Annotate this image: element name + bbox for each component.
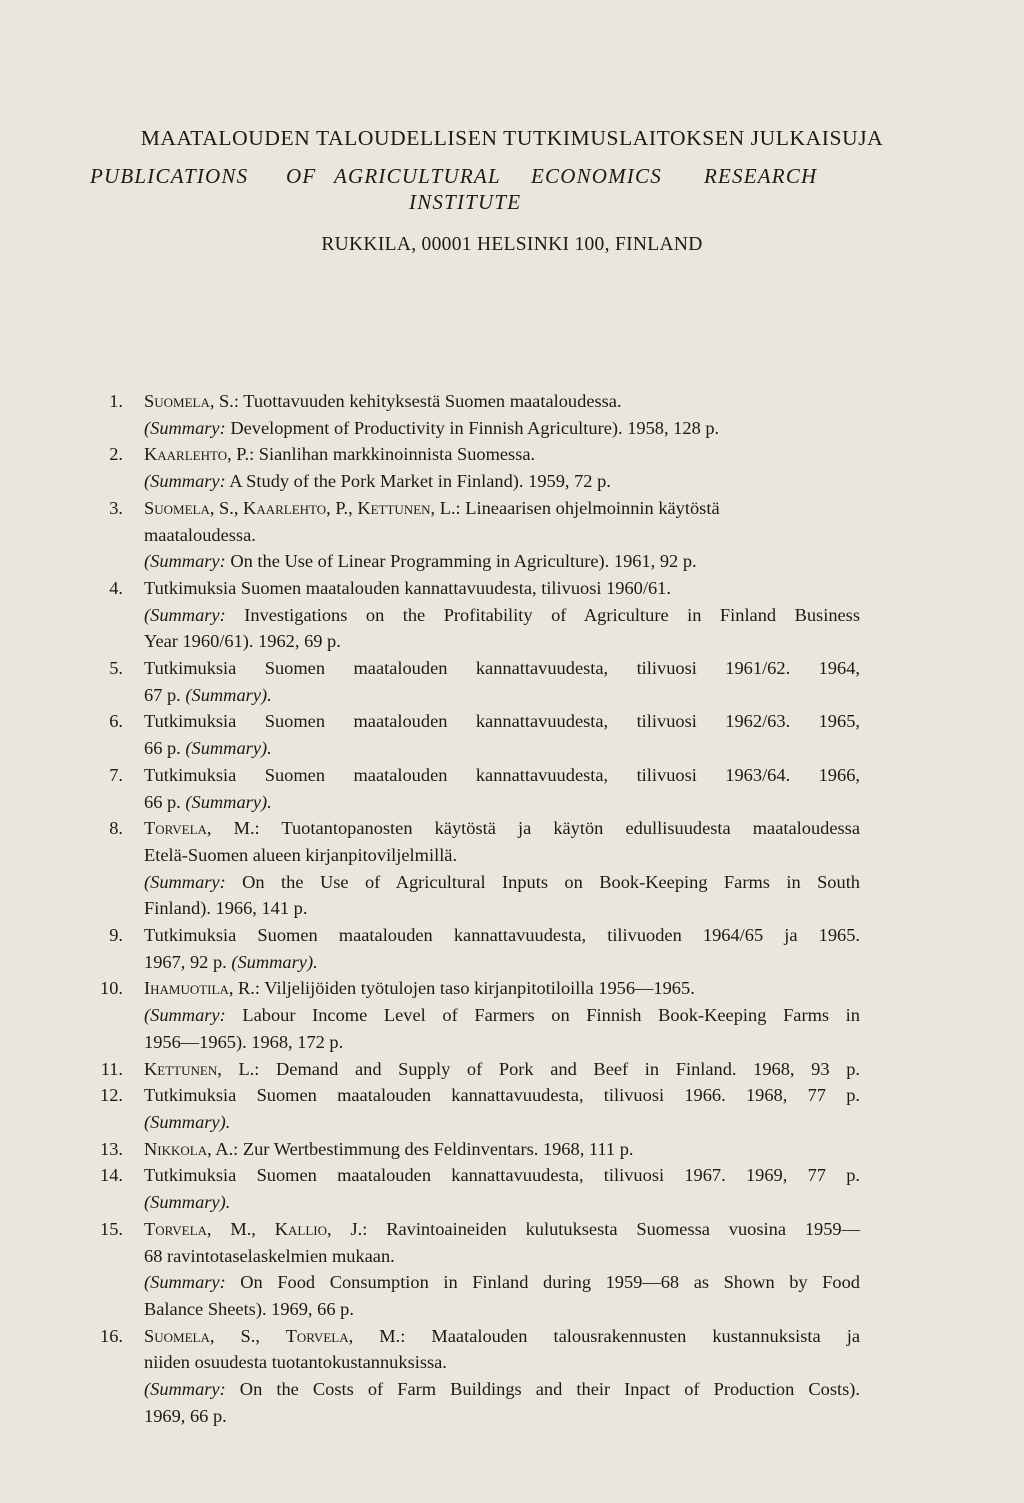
entry-summary-label: (Summary: (144, 1272, 226, 1293)
entry-text: Tutkimuksia Suomen maatalouden kannattavuudesta, tilivuosi 1962/63. 1965, (144, 711, 860, 732)
entry-number: 11. (100, 1058, 123, 1079)
entry-text: 66 p. (144, 791, 186, 812)
publication-entry (88, 1216, 860, 1323)
publication-list (88, 388, 860, 1429)
entry-line (144, 1216, 860, 1243)
entry-line (144, 1296, 860, 1323)
entry-text: Maatalouden talousrakennusten kustannuksista ja (405, 1325, 860, 1346)
entry-text: Tuottavuuden kehityksestä Suomen maataloudessa. (238, 391, 622, 411)
publication-entry (88, 495, 860, 575)
entry-number: 16. (100, 1325, 123, 1346)
entry-author: Nikkola, A.: (144, 1138, 239, 1159)
title-word: RESEARCH (704, 164, 818, 188)
entry-summary-label: (Summary: (144, 1379, 226, 1400)
entry-summary-label: (Summary). (185, 791, 272, 812)
entry-number: 10. (100, 978, 123, 999)
entry-text: Etelä-Suomen alueen kirjanpitoviljelmillä. (144, 844, 458, 865)
entry-text: Year 1960/61). 1962, 69 p. (144, 631, 341, 652)
entry-summary-label: (Summary). (185, 684, 272, 705)
entry-line (144, 869, 860, 896)
entry-text: Tutkimuksia Suomen maatalouden kannattavuudesta, tilivuosi 1960/61. (144, 577, 671, 598)
entry-summary-label: (Summary: (144, 417, 226, 438)
entry-line (144, 1082, 860, 1109)
entry-author: Suomela, S., Kaarlehto, P., Kettunen, L.: (144, 497, 461, 518)
entry-line (144, 575, 860, 602)
entry-text: Finland). 1966, 141 p. (144, 898, 308, 919)
title-word: OF (286, 164, 317, 188)
entry-text: Tutkimuksia Suomen maatalouden kannattavuudesta, tilivuoden 1964/65 ja 1965. (144, 925, 860, 946)
entry-line (144, 1403, 860, 1430)
entry-text: Labour Income Level of Farmers on Finnish Book-Keeping Farms in (225, 1005, 860, 1026)
entry-line (144, 1029, 860, 1056)
entry-line (144, 441, 860, 468)
entry-line (144, 842, 860, 869)
entry-line (144, 1056, 860, 1083)
entry-text: Ravintoaineiden kulutuksesta Suomessa vuosina 1959— (367, 1218, 860, 1239)
entry-line (144, 682, 860, 709)
entry-line (144, 522, 860, 549)
entry-line (144, 468, 860, 495)
entry-author: Suomela, S.: (144, 391, 239, 411)
entry-text: 68 ravintotaselaskelmien mukaan. (144, 1245, 395, 1266)
entry-line (144, 1323, 860, 1350)
entry-line (144, 1349, 860, 1376)
publication-entry (88, 388, 860, 441)
entry-summary-label: (Summary: (144, 471, 226, 492)
entry-number: 2. (109, 444, 123, 465)
entry-summary-label: (Summary: (144, 1005, 226, 1026)
entry-text: Sianlihan markkinoinnista Suomessa. (254, 444, 536, 465)
entry-line (144, 1189, 860, 1216)
series-title-english-line2: INSTITUTE (409, 190, 522, 214)
entry-summary-label: (Summary: (144, 604, 226, 625)
entry-text: On Food Consumption in Finland during 1959—68 as Shown by Food (225, 1272, 860, 1293)
entry-line (144, 415, 860, 442)
entry-number: 15. (100, 1218, 123, 1239)
publication-entry (88, 1056, 860, 1083)
entry-text: niiden osuudesta tuotantokustannuksissa. (144, 1352, 447, 1373)
entry-line (144, 495, 860, 522)
entry-text: Development of Productivity in Finnish Agriculture). 1958, 128 p. (225, 417, 720, 438)
entry-text: 66 p. (144, 738, 186, 759)
entry-line (144, 815, 860, 842)
entry-summary-label: (Summary). (185, 738, 272, 759)
entry-text: Zur Wertbestimmung des Feldinventars. 1968, 111 p. (238, 1138, 634, 1159)
entry-text: Tuotantopanosten käytöstä ja käytön edullisuudesta maataloudessa (259, 818, 860, 839)
entry-text: Tutkimuksia Suomen maatalouden kannattavuudesta, tilivuosi 1963/64. 1966, (144, 764, 860, 785)
title-word: AGRICULTURAL (334, 164, 501, 188)
entry-line (144, 895, 860, 922)
entry-number: 6. (109, 711, 123, 732)
entry-number: 5. (109, 658, 123, 679)
entry-line (144, 1162, 860, 1189)
entry-line (144, 789, 860, 816)
entry-line (144, 628, 860, 655)
entry-line (144, 655, 860, 682)
entry-text: On the Costs of Farm Buildings and their Inpact of Production Costs). (225, 1379, 860, 1400)
entry-author: Kaarlehto, P.: (144, 444, 255, 465)
publication-entry (88, 1323, 860, 1430)
entry-number: 8. (109, 818, 123, 839)
entry-text: maataloudessa. (144, 524, 256, 545)
entry-text: Lineaarisen ohjelmoinnin käytöstä (460, 497, 720, 518)
entry-text: 1956—1965). 1968, 172 p. (144, 1031, 344, 1052)
entry-line (144, 548, 860, 575)
entry-line (144, 388, 860, 415)
entry-line (144, 708, 860, 735)
entry-summary-label: (Summary). (144, 1192, 231, 1213)
entry-line (144, 762, 860, 789)
entry-line (144, 735, 860, 762)
entry-author: Kettunen, L.: (144, 1058, 260, 1079)
entry-number: 1. (109, 391, 123, 411)
entry-number: 12. (100, 1085, 123, 1106)
entry-text: Investigations on the Profitability of Agriculture in Finland Business (225, 604, 860, 625)
entry-line (144, 1136, 860, 1163)
publisher-address: RUKKILA, 00001 HELSINKI 100, FINLAND (321, 234, 703, 255)
entry-text: 1969, 66 p. (144, 1405, 227, 1426)
entry-line (144, 1109, 860, 1136)
entry-author: Ihamuotila, R.: (144, 978, 261, 999)
publication-entry (88, 1082, 860, 1135)
publication-entry (88, 922, 860, 975)
entry-summary-label: (Summary). (231, 951, 318, 972)
entry-line (144, 1243, 860, 1270)
publication-entry (88, 441, 860, 494)
entry-line (144, 1376, 860, 1403)
entry-author: Torvela, M., Kallio, J.: (144, 1218, 368, 1239)
entry-line (144, 922, 860, 949)
entry-text: Viljelijöiden työtulojen taso kirjanpitotiloilla 1956—1965. (260, 978, 695, 999)
entry-line (144, 1002, 860, 1029)
publication-entry (88, 708, 860, 761)
series-title-finnish: MAATALOUDEN TALOUDELLISEN TUTKIMUSLAITOKSEN JULKAISUJA (140, 126, 884, 150)
entry-number: 3. (109, 497, 123, 518)
publication-entry (88, 655, 860, 708)
entry-text: Demand and Supply of Pork and Beef in Finland. 1968, 93 p. (259, 1058, 860, 1079)
entry-number: 7. (109, 764, 123, 785)
entry-text: 67 p. (144, 684, 186, 705)
title-word: PUBLICATIONS (90, 164, 249, 188)
entry-author: Suomela, S., Torvela, M.: (144, 1325, 406, 1346)
entry-line (144, 949, 860, 976)
entry-number: 13. (100, 1138, 123, 1159)
entry-number: 9. (109, 925, 123, 946)
publication-entry (88, 1162, 860, 1215)
entry-text: A Study of the Pork Market in Finland). 1959, 72 p. (225, 471, 611, 492)
publication-entry (88, 575, 860, 655)
entry-text: On the Use of Linear Programming in Agriculture). 1961, 92 p. (225, 551, 697, 572)
entry-text: Balance Sheets). 1969, 66 p. (144, 1298, 354, 1319)
entry-number: 14. (100, 1165, 123, 1186)
entry-summary-label: (Summary: (144, 871, 226, 892)
entry-author: Torvela, M.: (144, 818, 260, 839)
entry-summary-label: (Summary). (144, 1111, 231, 1132)
entry-text: 1967, 92 p. (144, 951, 232, 972)
publication-entry (88, 975, 860, 1055)
entry-line (144, 602, 860, 629)
entry-text: Tutkimuksia Suomen maatalouden kannattavuudesta, tilivuosi 1966. 1968, 77 p. (144, 1085, 860, 1106)
publication-entry (88, 762, 860, 815)
entry-text: Tutkimuksia Suomen maatalouden kannattavuudesta, tilivuosi 1967. 1969, 77 p. (144, 1165, 860, 1186)
entry-text: On the Use of Agricultural Inputs on Book-Keeping Farms in South (225, 871, 860, 892)
entry-line (144, 975, 860, 1002)
entry-summary-label: (Summary: (144, 551, 226, 572)
publication-entry (88, 1136, 860, 1163)
entry-number: 4. (109, 577, 123, 598)
publication-entry (88, 815, 860, 922)
title-word: ECONOMICS (531, 164, 662, 188)
entry-text: Tutkimuksia Suomen maatalouden kannattavuudesta, tilivuosi 1961/62. 1964, (144, 658, 860, 679)
entry-line (144, 1269, 860, 1296)
